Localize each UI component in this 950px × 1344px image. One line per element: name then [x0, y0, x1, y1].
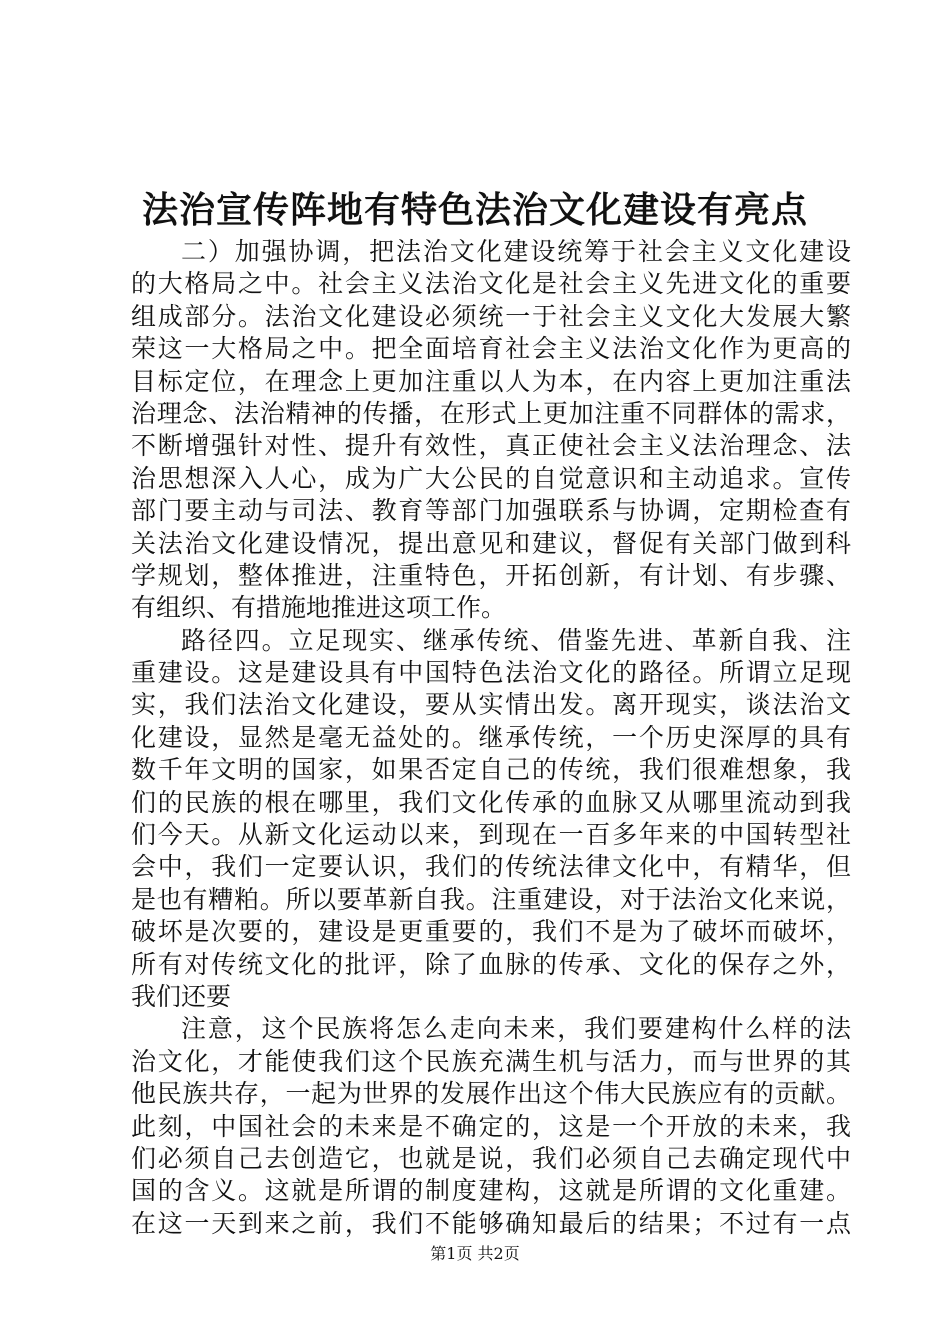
body-line: 部门要主动与司法、教育等部门加强联系与协调，定期检查有: [131, 496, 851, 526]
body-line: 所有对传统文化的批评，除了血脉的传承、文化的保存之外，: [131, 949, 851, 979]
body-line: 治思想深入人心，成为广大公民的自觉意识和主动追求。宣传: [131, 463, 851, 493]
body-line: 治文化，才能使我们这个民族充满生机与活力，而与世界的其: [131, 1046, 851, 1076]
document-body: [131, 236, 851, 1240]
body-line: 实，我们法治文化建设，要从实情出发。离开现实，谈法治文: [131, 690, 851, 720]
body-line: 治理念、法治精神的传播，在形式上更加注重不同群体的需求，: [131, 398, 851, 428]
body-line: 是也有糟粕。所以要革新自我。注重建设，对于法治文化来说，: [131, 884, 851, 914]
body-line: 关法治文化建设情况，提出意见和建议，督促有关部门做到科: [131, 528, 851, 558]
body-line: 不断增强针对性、提升有效性，真正使社会主义法治理念、法: [131, 431, 851, 461]
body-line: 破坏是次要的，建设是更重要的，我们不是为了破坏而破坏，: [131, 917, 851, 947]
body-line: 化建设，显然是毫无益处的。继承传统，一个历史深厚的具有: [131, 722, 851, 752]
body-line: 们今天。从新文化运动以来，到现在一百多年来的中国转型社: [131, 820, 851, 850]
body-line: 学规划，整体推进，注重特色，开拓创新，有计划、有步骤、: [131, 560, 851, 590]
body-line: 们必须自己去创造它，也就是说，我们必须自己去确定现代中: [131, 1143, 851, 1173]
body-line: 注意，这个民族将怎么走向未来，我们要建构什么样的法: [181, 1014, 851, 1044]
body-line: 数千年文明的国家，如果否定自己的传统，我们很难想象，我: [131, 755, 851, 785]
body-line: 会中，我们一定要认识，我们的传统法律文化中，有精华，但: [131, 852, 851, 882]
page-footer: 第1页 共2页: [430, 1244, 520, 1263]
body-line: 重建设。这是建设具有中国特色法治文化的路径。所谓立足现: [131, 658, 851, 688]
body-line: 在这一天到来之前，我们不能够确知最后的结果；不过有一点: [131, 1208, 851, 1238]
body-line: 们的民族的根在哪里，我们文化传承的血脉又从哪里流动到我: [131, 787, 851, 817]
body-line: 他民族共存，一起为世界的发展作出这个伟大民族应有的贡献。: [131, 1079, 851, 1109]
body-line: 组成部分。法治文化建设必须统一于社会主义文化大发展大繁: [131, 301, 851, 331]
body-line: 国的含义。这就是所谓的制度建构，这就是所谓的文化重建。: [131, 1176, 851, 1206]
body-line: 路径四。立足现实、继承传统、借鉴先进、革新自我、注: [181, 625, 851, 655]
body-line: 二）加强协调，把法治文化建设统筹于社会主义文化建设: [181, 237, 851, 266]
body-line: 目标定位，在理念上更加注重以人为本，在内容上更加注重法: [131, 366, 851, 396]
body-line: 我们还要: [131, 981, 232, 1011]
body-line: 荣这一大格局之中。把全面培育社会主义法治文化作为更高的: [131, 334, 851, 364]
body-line: 此刻，中国社会的未来是不确定的，这是一个开放的未来，我: [131, 1111, 851, 1141]
document-title: 法治宣传阵地有特色法治文化建设有亮点: [141, 189, 808, 231]
body-line: 有组织、有措施地推进这项工作。: [131, 593, 507, 623]
body-line: 的大格局之中。社会主义法治文化是社会主义先进文化的重要: [131, 269, 851, 299]
